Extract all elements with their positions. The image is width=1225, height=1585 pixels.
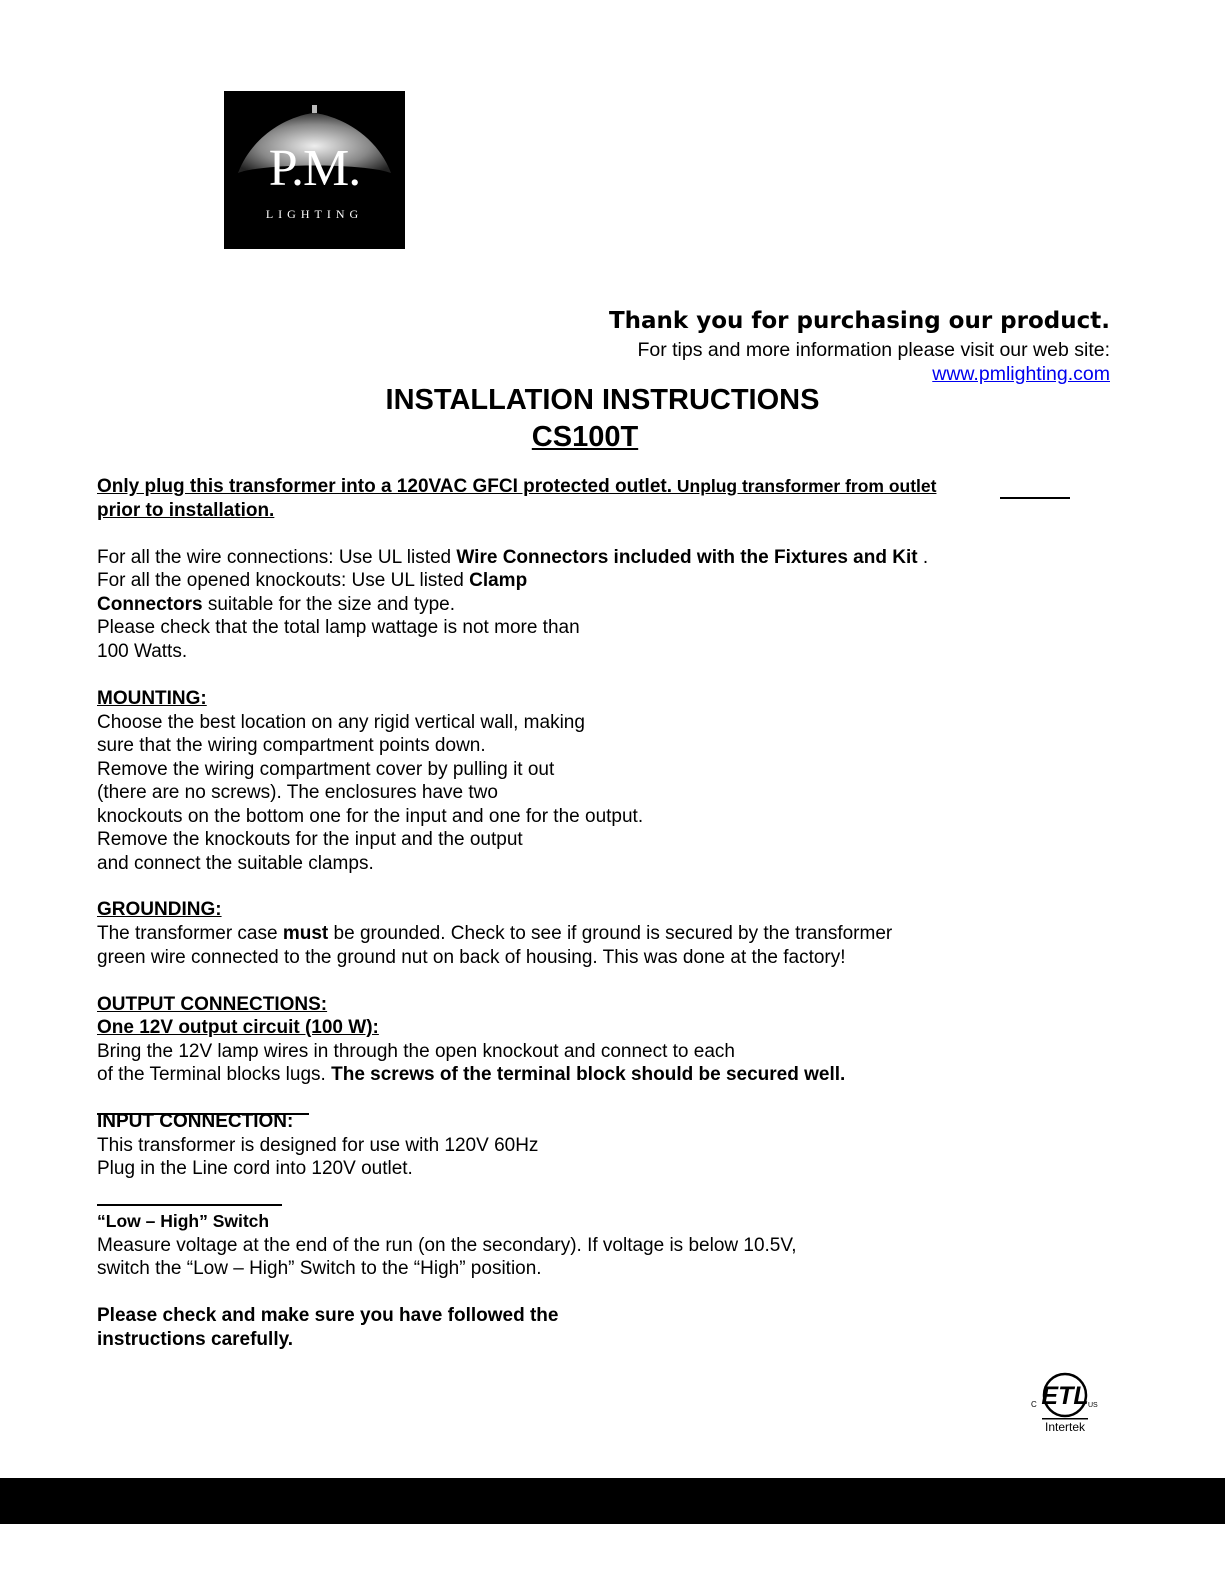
grounding-heading: GROUNDING:	[97, 899, 222, 920]
intro-text: For all the opened knockouts: Use UL listed	[97, 570, 470, 591]
output-bold-text: The screws of the terminal block should be secured well.	[331, 1064, 846, 1085]
intro-line-1	[97, 546, 928, 570]
company-logo	[224, 91, 405, 249]
website-link[interactable]: www.pmlighting.com	[932, 363, 1110, 385]
page-title: INSTALLATION INSTRUCTIONS	[385, 384, 820, 416]
intro-bold-text: Connectors	[97, 594, 203, 615]
switch-heading: “Low – High” Switch	[97, 1211, 270, 1231]
intro-text: .	[917, 547, 929, 568]
output-line-2	[97, 1063, 845, 1087]
mounting-line: Choose the best location on any rigid vertical wall, making	[97, 712, 585, 733]
closing-line-1: Please check and make sure you have followed the	[97, 1305, 559, 1326]
mounting-heading: MOUNTING:	[97, 688, 207, 709]
grounding-text: be grounded. Check to see if ground is secured by the transformer	[328, 923, 893, 944]
warning-unplug-text: Unplug transformer from outlet	[672, 476, 937, 496]
grounding-bold-text: must	[282, 923, 329, 944]
grounding-text: The transformer case	[97, 923, 283, 944]
intro-line-2	[97, 569, 527, 593]
mounting-line: knockouts on the bottom one for the input and one for the output.	[97, 806, 644, 827]
grounding-line-2: green wire connected to the ground nut on back of housing. This was done at the factory!	[97, 947, 846, 968]
output-subheading: One 12V output circuit (100 W):	[97, 1017, 379, 1038]
grounding-line-1	[97, 922, 892, 946]
input-line-1: This transformer is designed for use with 120V 60Hz	[97, 1135, 539, 1156]
output-heading: OUTPUT CONNECTIONS:	[97, 994, 328, 1015]
etl-us-text: US	[1088, 1402, 1098, 1409]
mounting-line: Remove the knockouts for the input and the output	[97, 829, 523, 850]
tips-text: For tips and more information please visit our web site:	[637, 339, 1110, 361]
underline-rule	[1000, 497, 1070, 499]
warning-line-2: prior to installation.	[97, 500, 275, 521]
divider-rule	[97, 1204, 282, 1206]
intro-bold-text: Wire Connectors included with the Fixtures and Kit	[456, 547, 918, 568]
etl-listed-icon	[1028, 1370, 1102, 1436]
thank-you-heading: Thank you for purchasing our product.	[608, 308, 1110, 334]
output-line-1: Bring the 12V lamp wires in through the open knockout and connect to each	[97, 1041, 735, 1062]
closing-line-2: instructions carefully.	[97, 1329, 294, 1350]
intro-line-4: Please check that the total lamp wattage is not more than	[97, 617, 580, 638]
etl-certification-mark	[1031, 1370, 1098, 1436]
switch-line-2: switch the “Low – High” Switch to the “High” position.	[97, 1258, 542, 1279]
intro-text: suitable for the size and type.	[202, 594, 456, 615]
mounting-line: sure that the wiring compartment points down.	[97, 735, 486, 756]
output-text: of the Terminal blocks lugs.	[97, 1064, 332, 1085]
logo-brand-text: P.M.	[268, 140, 361, 197]
intro-bold-text: Clamp	[469, 570, 528, 591]
input-line-2: Plug in the Line cord into 120V outlet.	[97, 1158, 413, 1179]
logo-tagline-text: LIGHTING	[265, 207, 364, 221]
intertek-text: Intertek	[1044, 1420, 1086, 1434]
input-heading: INPUT CONNECTION:	[97, 1111, 294, 1132]
etl-mark-text: ETL	[1041, 1382, 1089, 1410]
switch-line-1: Measure voltage at the end of the run (on the secondary). If voltage is below 10.5V,	[97, 1235, 797, 1256]
intro-line-3	[97, 593, 455, 617]
intro-line-5: 100 Watts.	[97, 641, 188, 662]
etl-c-text: C	[1031, 1400, 1037, 1409]
mounting-line: and connect the suitable clamps.	[97, 853, 374, 874]
footer-bar	[0, 1478, 1225, 1524]
intro-text: For all the wire connections: Use UL listed	[97, 547, 457, 568]
mounting-line: Remove the wiring compartment cover by pulling it out	[97, 759, 555, 780]
mounting-line: (there are no screws). The enclosures have two	[97, 782, 498, 803]
warning-line-1	[97, 475, 936, 499]
model-number: CS100T	[531, 421, 639, 453]
warning-text: Only plug this transformer into a 120VAC GFCI protected outlet.	[97, 476, 672, 497]
